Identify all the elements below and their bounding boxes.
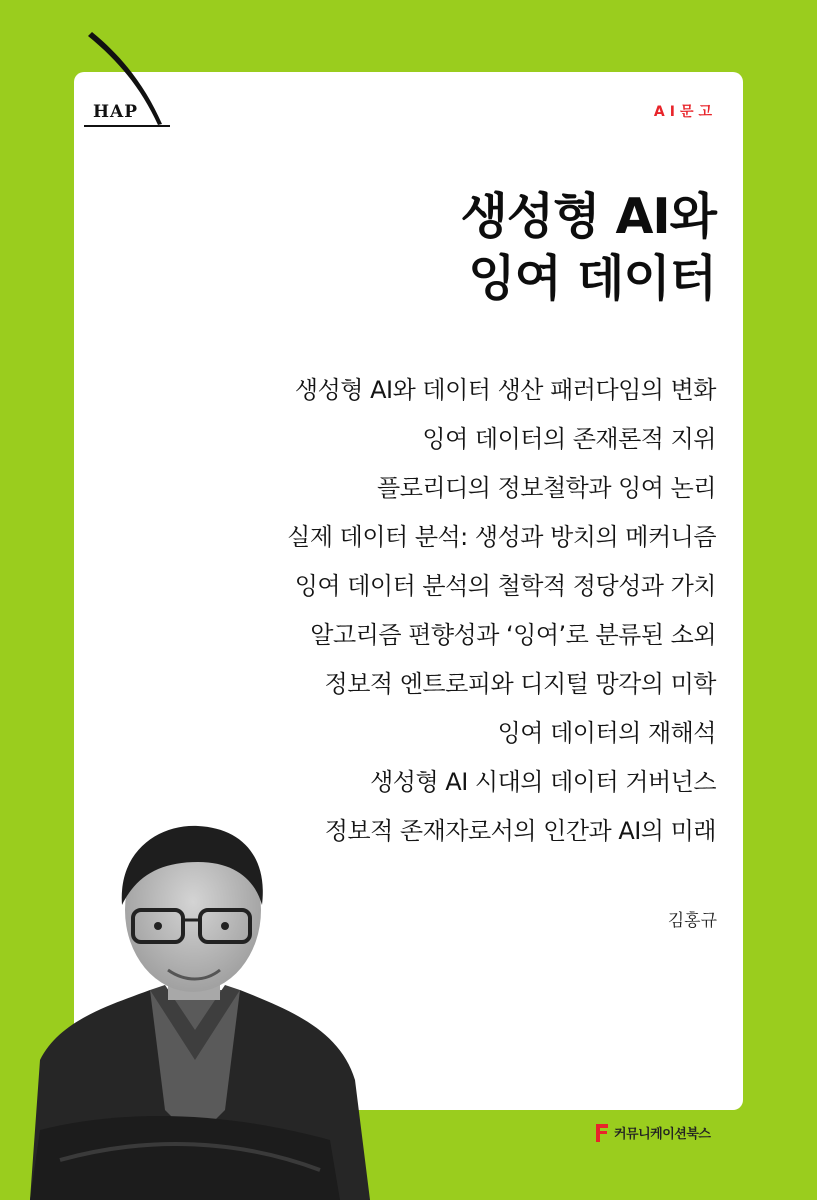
author-portrait <box>0 810 380 1200</box>
title-line-1: 생성형 AI와 <box>460 188 716 245</box>
brand-logo: HAP <box>93 102 139 122</box>
toc-item: 잉여 데이터의 존재론적 지위 <box>422 425 716 453</box>
series-label: AI문고 <box>653 104 717 120</box>
publisher-logo-icon <box>596 1124 610 1142</box>
toc-item: 플로리디의 정보철학과 잉여 논리 <box>377 474 716 502</box>
table-of-contents <box>287 366 716 856</box>
toc-item: 알고리즘 편향성과 ‘잉여’로 분류된 소외 <box>310 621 716 649</box>
toc-item: 정보적 존재자로서의 인간과 AI의 미래 <box>324 817 716 845</box>
author-name: 김홍규 <box>667 911 717 931</box>
toc-item: 잉여 데이터의 재해석 <box>497 719 716 747</box>
book-title <box>460 186 716 310</box>
toc-item: 잉여 데이터 분석의 철학적 정당성과 가치 <box>294 572 716 600</box>
toc-item: 생성형 AI 시대의 데이터 거버넌스 <box>370 768 716 796</box>
title-line-2: 잉여 데이터 <box>468 250 716 307</box>
publisher-logo <box>596 1123 710 1142</box>
toc-item: 실제 데이터 분석: 생성과 방치의 메커니즘 <box>287 523 716 551</box>
toc-item: 정보적 엔트로피와 디지털 망각의 미학 <box>324 670 716 698</box>
toc-item: 생성형 AI와 데이터 생산 패러다임의 변화 <box>294 376 716 404</box>
publisher-name: 커뮤니케이션북스 <box>614 1127 711 1142</box>
